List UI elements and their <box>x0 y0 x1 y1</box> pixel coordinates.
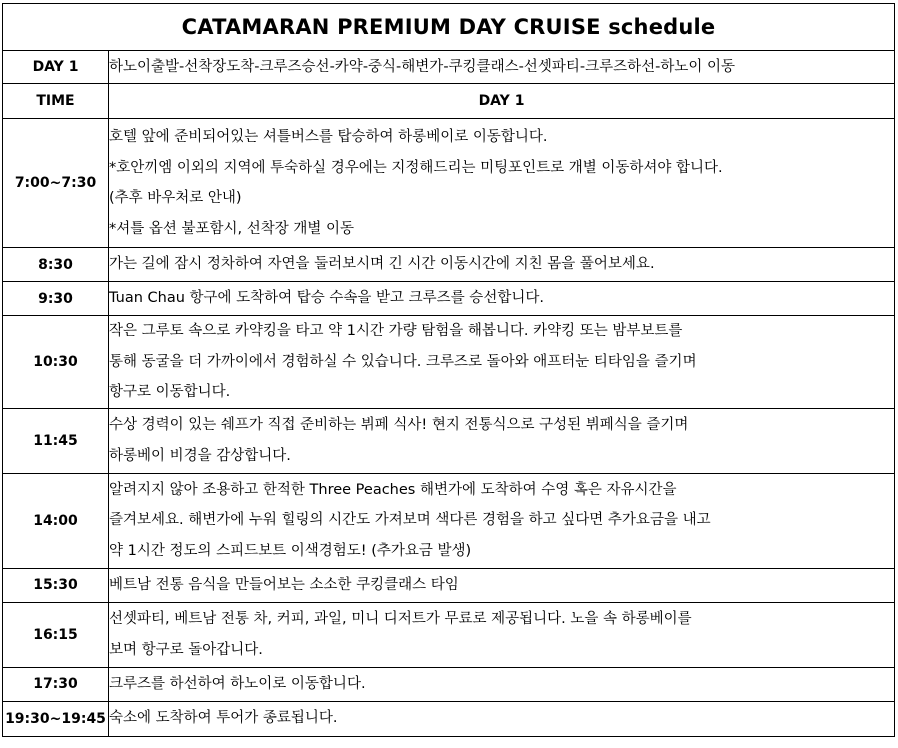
schedule-document <box>2 3 894 737</box>
description-line: 하롱베이 비경을 감상합니다. <box>109 447 291 464</box>
summary-row <box>3 51 895 84</box>
description-line: 즐겨보세요. 해변가에 누워 힐링의 시간도 가져보며 색다른 경험을 하고 싶다면 추가요금을 내고 <box>109 512 711 529</box>
title-row <box>3 4 895 51</box>
row-description <box>109 602 895 667</box>
description-line: *셔틀 옵션 불포함시, 선착장 개별 이동 <box>109 220 355 237</box>
summary-day-label: DAY 1 <box>3 51 109 84</box>
table-row <box>3 119 895 248</box>
row-time: 16:15 <box>3 602 109 667</box>
row-description <box>109 473 895 568</box>
header-time: TIME <box>3 84 109 119</box>
row-time: 9:30 <box>3 282 109 316</box>
description-line: 가는 길에 잠시 정차하여 자연을 둘러보시며 긴 시간 이동시간에 지친 몸을 풀어보세요. <box>109 256 655 273</box>
row-time: 7:00~7:30 <box>3 119 109 248</box>
description-line: 수상 경력이 있는 쉐프가 직접 준비하는 뷔페 식사! 현지 전통식으로 구성된 뷔페식을 즐기며 <box>109 417 689 433</box>
header-day: DAY 1 <box>109 84 895 119</box>
description-line: 숙소에 도착하여 투어가 종료됩니다. <box>109 710 338 727</box>
description-line: 베트남 전통 음식을 만들어보는 소소한 쿠킹클래스 타임 <box>109 576 459 593</box>
row-time: 11:45 <box>3 408 109 473</box>
table-row <box>3 408 895 473</box>
row-description <box>109 316 895 409</box>
description-line: Tuan Chau 항구에 도착하여 탑승 수속을 받고 크루즈를 승선합니다. <box>109 290 544 307</box>
row-time: 19:30~19:45 <box>3 701 109 736</box>
description-line: 통해 동굴을 더 가까이에서 경험하실 수 있습니다. 크루즈로 돌아와 애프터눈 티타임을 즐기며 <box>109 353 697 370</box>
table-row <box>3 602 895 667</box>
schedule-title: CATAMARAN PREMIUM DAY CRUISE schedule <box>3 4 895 51</box>
row-time: 15:30 <box>3 568 109 602</box>
table-row <box>3 568 895 602</box>
table-row <box>3 282 895 316</box>
description-line: *호안끼엠 이외의 지역에 투숙하실 경우에는 지정해드리는 미팅포인트로 개별 이동하셔야 합니다. <box>109 159 723 176</box>
description-line: 항구로 이동합니다. <box>109 384 231 400</box>
row-description <box>109 119 895 248</box>
description-line: 호텔 앞에 준비되어있는 셔틀버스를 탑승하여 하롱베이로 이동합니다. <box>109 129 548 145</box>
description-line: (추후 바우처로 안내) <box>109 190 242 206</box>
row-description <box>109 701 895 736</box>
description-line: 선셋파티, 베트남 전통 차, 커피, 과일, 미니 디저트가 무료로 제공됩니다. 노을 속 하롱베이를 <box>109 611 692 627</box>
table-row <box>3 248 895 282</box>
description-line: 보며 항구로 돌아갑니다. <box>109 641 263 658</box>
description-line: 알려지지 않아 조용하고 한적한 Three Peaches 해변가에 도착하여 수영 혹은 자유시간을 <box>109 481 677 498</box>
route-text: 하노이출발-선착장도착-크루즈승선-카약-중식-해변가-쿠킹클래스-선셋파티-크루즈하선-하노이 이동 <box>109 58 735 75</box>
row-description <box>109 248 895 282</box>
description-line: 크루즈를 하선하여 하노이로 이동합니다. <box>109 675 366 692</box>
row-time: 14:00 <box>3 473 109 568</box>
summary-route <box>109 51 895 84</box>
header-row <box>3 84 895 119</box>
row-time: 10:30 <box>3 316 109 409</box>
table-row <box>3 701 895 736</box>
row-description <box>109 568 895 602</box>
description-line: 작은 그루토 속으로 카약킹을 타고 약 1시간 가량 탐험을 해봅니다. 카약킹 또는 밤부보트를 <box>109 323 683 339</box>
schedule-table <box>2 3 895 737</box>
table-row <box>3 473 895 568</box>
row-description <box>109 282 895 316</box>
table-row <box>3 667 895 701</box>
row-time: 17:30 <box>3 667 109 701</box>
row-time: 8:30 <box>3 248 109 282</box>
table-row <box>3 316 895 409</box>
row-description <box>109 408 895 473</box>
row-description <box>109 667 895 701</box>
description-line: 약 1시간 정도의 스피드보트 이색경험도! (추가요금 발생) <box>109 542 472 559</box>
